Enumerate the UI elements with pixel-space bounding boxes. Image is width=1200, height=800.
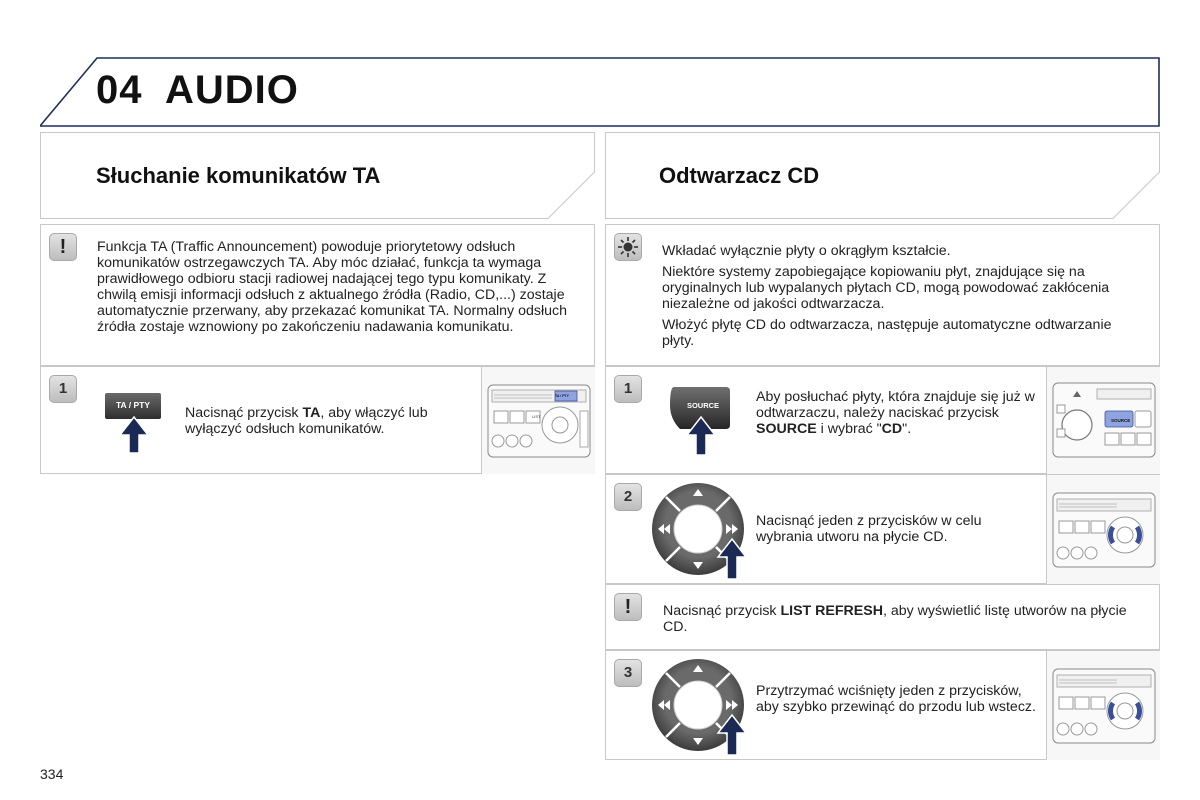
ta-step-1-panel (40, 366, 595, 474)
cd-step-3-text: Przytrzymać wciśnięty jeden z przycisków, aby szybko przewinąć do przodu lub wstecz. (756, 683, 1036, 715)
cd-tip-p2: Niektóre systemy zapobiegające kopiowaniu płyt, znajdujące się na oryginalnych lub wypalanych płytach CD, mogą powodować zakłócenia niezależne od jakości odtwarzacza. (662, 264, 1110, 312)
section-title-ta: Słuchanie komunikatów TA (96, 163, 381, 188)
source-button-illustration (666, 381, 736, 457)
chapter-number: 04 (96, 68, 143, 112)
step-number-badge: 2 (614, 483, 642, 511)
radio-panel-thumbnail (1046, 367, 1160, 474)
step-number-badge: 1 (49, 375, 77, 403)
navigation-ring-illustration (650, 481, 754, 585)
cd-step-1-text: Aby posłuchać płyty, która znajduje się już w odtwarzaczu, należy naciskać przycisk SOURCE i wybrać "CD". (756, 389, 1035, 437)
section-title-cd: Odtwarzacz CD (659, 163, 820, 188)
cd-tip-p1: Wkładać wyłącznie płyty o okrągłym kształcie. (662, 243, 951, 259)
cd-step-2-text: Nacisnąć jeden z przycisków w celu wybrania utworu na płycie CD. (756, 513, 982, 545)
chapter-title: AUDIO (165, 68, 299, 112)
ta-warning-panel (40, 224, 595, 366)
radio-panel-thumbnail (481, 367, 595, 474)
page-number: 334 (40, 766, 64, 782)
radio-panel-drawing (1047, 475, 1161, 584)
thumb-list-label: LIST (532, 414, 541, 419)
thumb-ta-label: TA / PTY (555, 394, 569, 398)
cd-tip-panel (605, 224, 1160, 366)
source-button-label: SOURCE (686, 401, 720, 410)
ta-warning-text: Funkcja TA (Traffic Announcement) powoduje priorytetowy odsłuch komunikatów ostrzegawczych TA. Aby móc działać, funkcja ta wymaga prawidłowego odbioru stacji radiowej nadającej tego typu komunikaty. Z chwilą emisji informacji odsłuch z aktualnego źródła (Radio, CD,...) zostaje automatycznie przerwany, aby przekazać komunikat TA. Normalny odsłuch źródła zostaje wznowiony po zakończeniu nadawania komunikatu. (97, 239, 567, 335)
cd-tip-p3: Włożyć płytę CD do odtwarzacza, następuje automatyczne odtwarzanie płyty. (662, 317, 1112, 349)
warning-icon: ! (49, 233, 77, 261)
radio-panel-drawing (1047, 651, 1161, 760)
list-refresh-warning-panel (605, 584, 1160, 650)
radio-panel-thumbnail (1046, 651, 1160, 760)
cd-step-3-panel (605, 650, 1160, 760)
section-title-box-cd (605, 132, 1160, 219)
radio-panel-drawing (1047, 367, 1161, 474)
step-number-badge: 3 (614, 659, 642, 687)
step-number-badge: 1 (614, 375, 642, 403)
cd-step-1-panel (605, 366, 1160, 474)
thumb-source-label: SOURCE (1111, 418, 1131, 423)
cd-step-2-panel (605, 474, 1160, 584)
navigation-ring-illustration (650, 657, 754, 761)
radio-panel-drawing (482, 367, 596, 474)
ta-pty-button-label: TA / PTY (116, 400, 150, 410)
warning-icon: ! (614, 593, 642, 621)
lightbulb-tip-icon (614, 233, 642, 261)
ta-step-1-text: Nacisnąć przycisk TA, aby włączyć lub wyłączyć odsłuch komunikatów. (185, 405, 428, 437)
section-title-box-ta (40, 132, 595, 219)
list-refresh-text: Nacisnąć przycisk LIST REFRESH, aby wyświetlić listę utworów na płycie CD. (663, 603, 1127, 635)
radio-panel-thumbnail (1046, 475, 1160, 584)
ta-pty-button-illustration (103, 389, 165, 455)
